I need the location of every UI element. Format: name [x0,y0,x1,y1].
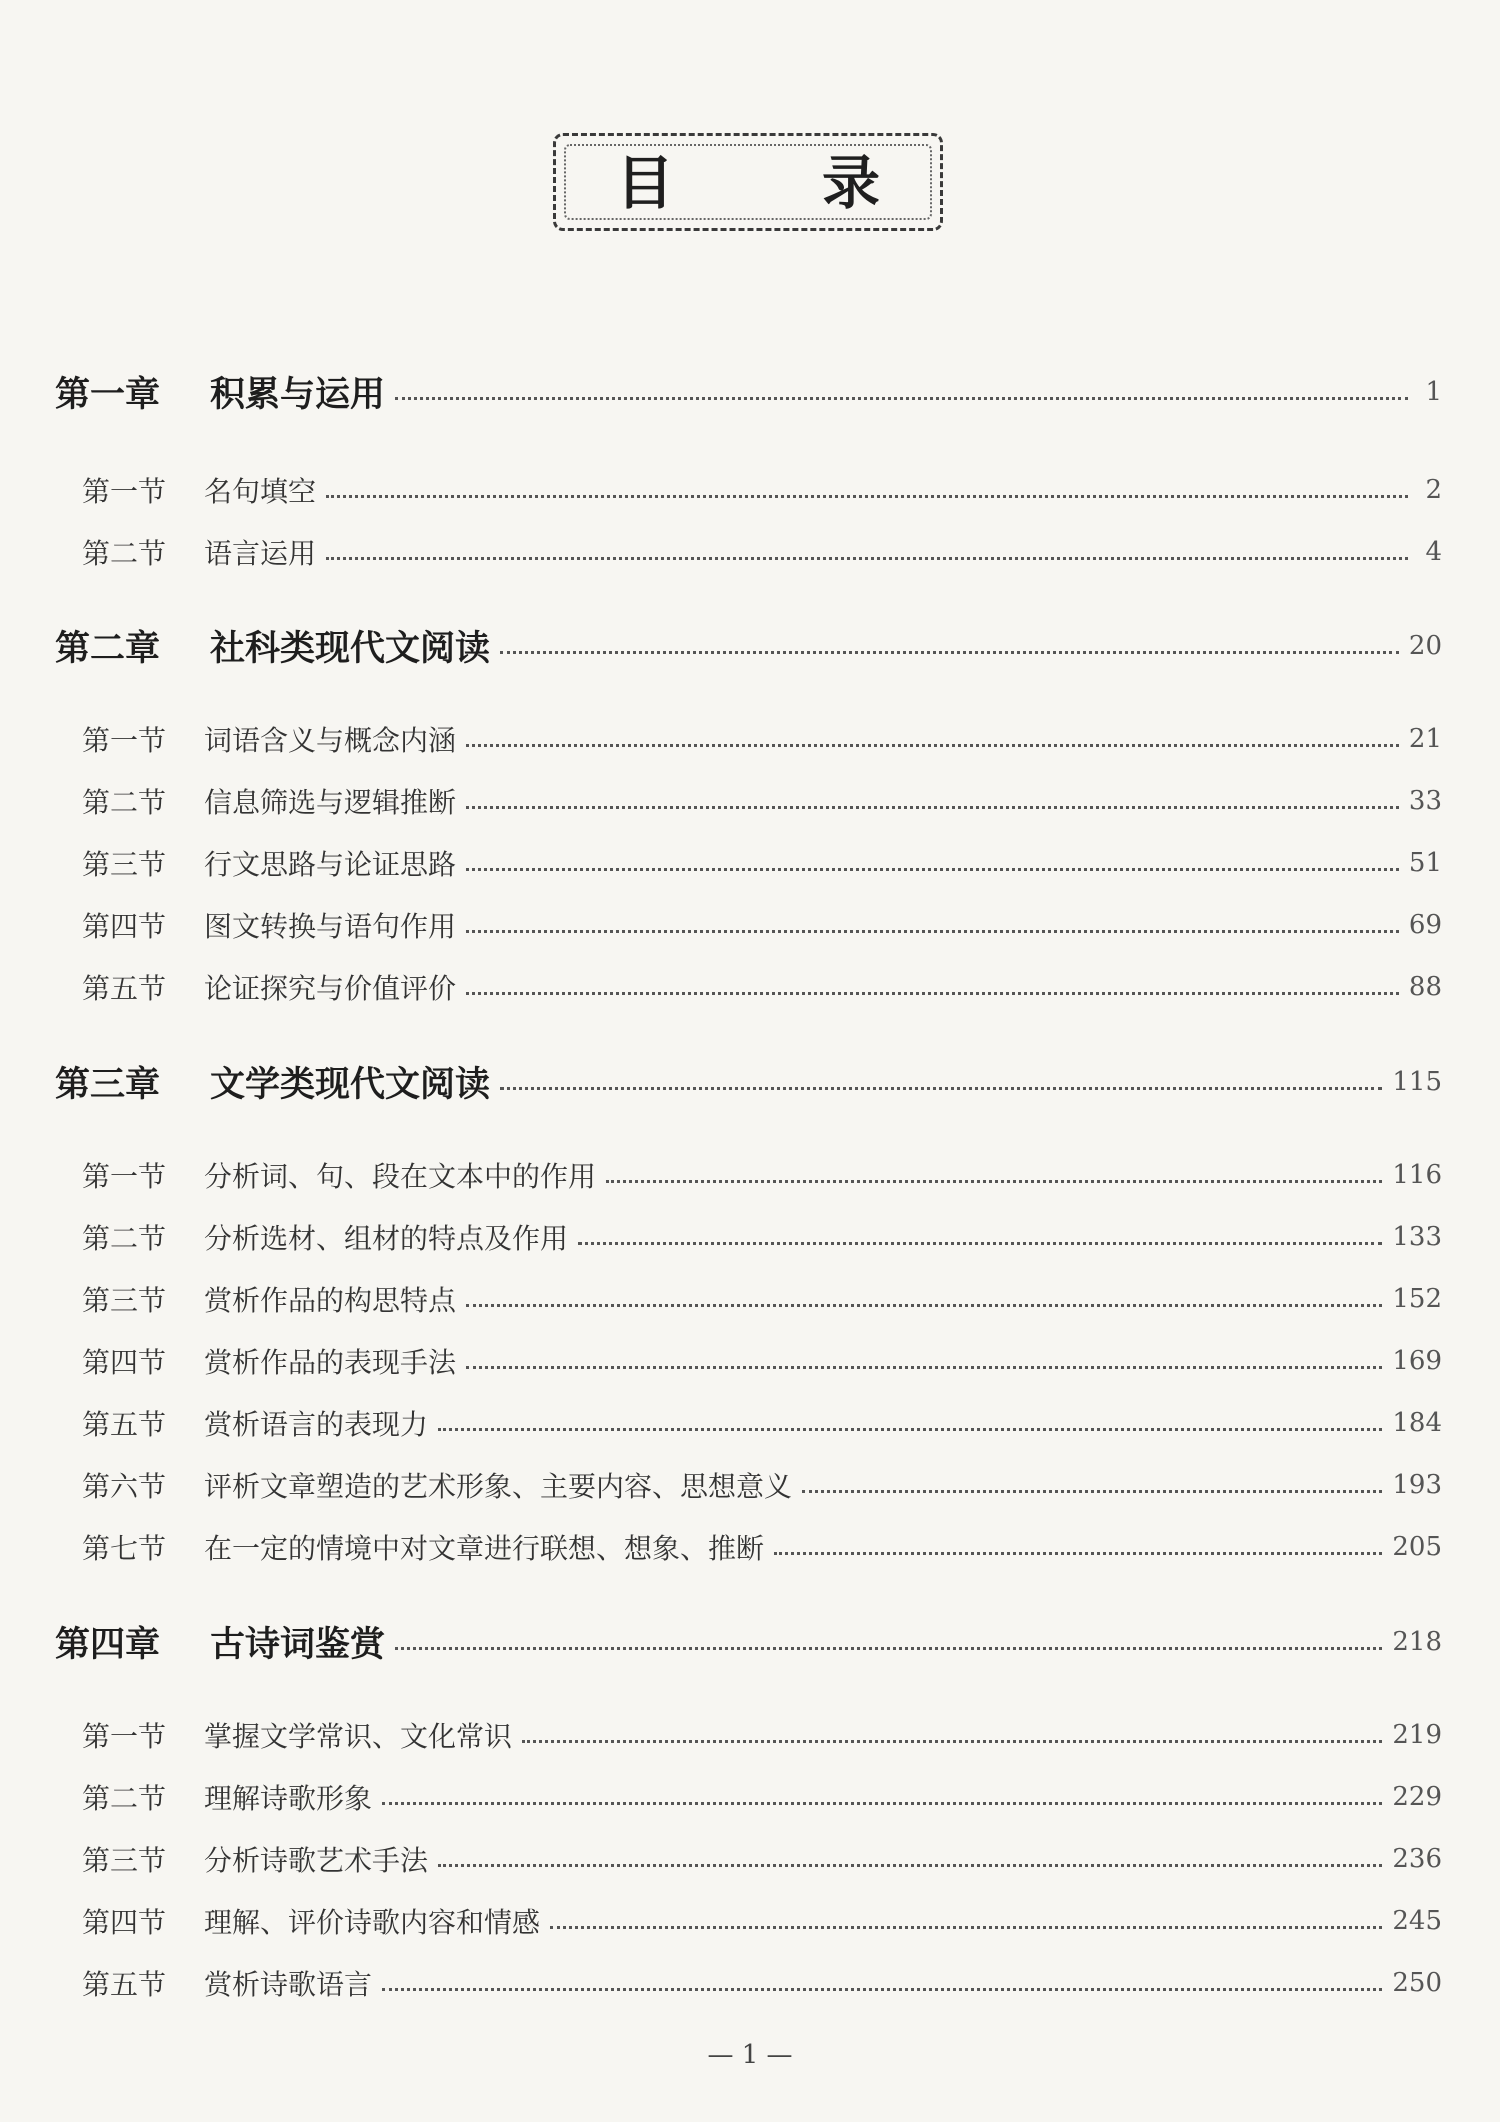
section-page: 205 [1392,1532,1442,1562]
section-number: 第三节 [82,1284,167,1317]
section-page: 193 [1392,1470,1442,1500]
section-page: 219 [1392,1720,1442,1750]
toc-section-3-6[interactable] [82,1461,1442,1509]
chapter-page: 20 [1408,631,1442,661]
section-page: 245 [1392,1906,1442,1936]
section-page: 69 [1408,910,1442,940]
section-number: 第一节 [82,1160,167,1193]
page-number-footer: — 1 — [707,2040,793,2070]
toc-section-4-4[interactable] [82,1897,1442,1945]
dot-leader [500,651,1399,654]
section-number: 第三节 [82,848,167,881]
section-number: 第一节 [82,475,167,508]
section-number: 第二节 [82,786,167,819]
section-number: 第七节 [82,1532,167,1565]
dot-leader [578,1242,1382,1245]
toc-title-char-1: 目 [616,149,675,217]
dot-leader [522,1740,1382,1743]
section-title: 分析词、句、段在文本中的作用 [204,1160,597,1193]
section-title: 语言运用 [204,537,317,570]
toc-section-3-2[interactable] [82,1213,1442,1261]
section-number: 第二节 [82,1222,167,1255]
section-page: 51 [1408,848,1442,878]
toc-chapter-1[interactable] [55,364,1442,420]
section-page: 229 [1392,1782,1442,1812]
chapter-number: 第四章 [55,1625,161,1665]
section-number: 第五节 [82,1408,167,1441]
section-number: 第六节 [82,1470,167,1503]
section-page: 33 [1408,786,1442,816]
dot-leader [438,1864,1382,1867]
section-page: 21 [1408,724,1442,754]
section-title: 论证探究与价值评价 [204,972,457,1005]
toc-title-frame [553,133,943,231]
section-title: 理解诗歌形象 [204,1782,373,1815]
section-page: 4 [1425,537,1442,567]
chapter-number: 第一章 [55,375,161,415]
section-page: 184 [1392,1408,1442,1438]
section-title: 评析文章塑造的艺术形象、主要内容、思想意义 [204,1470,793,1503]
toc-section-2-5[interactable] [82,963,1442,1011]
toc-chapter-4[interactable] [55,1614,1442,1670]
section-number: 第四节 [82,1906,167,1939]
toc-section-2-2[interactable] [82,777,1442,825]
chapter-title: 古诗词鉴赏 [210,1625,386,1665]
dot-leader [466,930,1399,933]
toc-section-4-5[interactable] [82,1959,1442,2007]
section-page: 169 [1392,1346,1442,1376]
dot-leader [466,1304,1382,1307]
toc-section-3-3[interactable] [82,1275,1442,1323]
toc-section-1-2[interactable] [82,528,1442,576]
dot-leader [500,1087,1382,1090]
dot-leader [466,1366,1382,1369]
section-title: 在一定的情境中对文章进行联想、想象、推断 [204,1532,765,1565]
dot-leader [395,397,1408,400]
toc-section-4-2[interactable] [82,1773,1442,1821]
toc-title-char-2: 录 [821,149,880,217]
section-page: 2 [1425,475,1442,505]
dot-leader [438,1428,1382,1431]
toc-section-2-3[interactable] [82,839,1442,887]
section-number: 第二节 [82,537,167,570]
section-title: 掌握文学常识、文化常识 [204,1720,513,1753]
toc-section-3-5[interactable] [82,1399,1442,1447]
section-title: 赏析语言的表现力 [204,1408,429,1441]
section-title: 图文转换与语句作用 [204,910,457,943]
dot-leader [466,992,1399,995]
toc-section-4-3[interactable] [82,1835,1442,1883]
chapter-page: 218 [1392,1627,1442,1657]
chapter-page: 115 [1392,1067,1442,1097]
section-number: 第一节 [82,724,167,757]
section-page: 133 [1392,1222,1442,1252]
chapter-title: 文学类现代文阅读 [210,1065,491,1105]
section-title: 理解、评价诗歌内容和情感 [204,1906,541,1939]
section-number: 第五节 [82,1968,167,2001]
dot-leader [606,1180,1382,1183]
section-title: 分析诗歌艺术手法 [204,1844,429,1877]
chapter-number: 第二章 [55,629,161,669]
section-number: 第四节 [82,1346,167,1379]
section-page: 152 [1392,1284,1442,1314]
dot-leader [802,1490,1382,1493]
section-number: 第五节 [82,972,167,1005]
toc-section-1-1[interactable] [82,466,1442,514]
toc-section-2-4[interactable] [82,901,1442,949]
dot-leader [395,1647,1382,1650]
section-number: 第四节 [82,910,167,943]
dot-leader [466,806,1399,809]
section-title: 行文思路与论证思路 [204,848,457,881]
chapter-title: 积累与运用 [210,375,386,415]
section-page: 116 [1392,1160,1442,1190]
section-title: 赏析诗歌语言 [204,1968,373,2001]
toc-chapter-2[interactable] [55,618,1442,674]
section-title: 词语含义与概念内涵 [204,724,457,757]
section-page: 250 [1392,1968,1442,1998]
section-title: 赏析作品的构思特点 [204,1284,457,1317]
dot-leader [382,1802,1382,1805]
toc-section-3-1[interactable] [82,1151,1442,1199]
dot-leader [466,744,1399,747]
dot-leader [326,557,1408,560]
section-number: 第二节 [82,1782,167,1815]
toc-section-4-1[interactable] [82,1711,1442,1759]
dot-leader [550,1926,1382,1929]
chapter-page: 1 [1425,377,1442,407]
toc-section-2-1[interactable] [82,715,1442,763]
dot-leader [382,1988,1382,1991]
chapter-number: 第三章 [55,1065,161,1105]
chapter-title: 社科类现代文阅读 [210,629,491,669]
section-page: 88 [1408,972,1442,1002]
toc-section-3-7[interactable] [82,1523,1442,1571]
section-title: 信息筛选与逻辑推断 [204,786,457,819]
section-title: 分析选材、组材的特点及作用 [204,1222,569,1255]
section-title: 赏析作品的表现手法 [204,1346,457,1379]
dot-leader [774,1552,1382,1555]
section-title: 名句填空 [204,475,317,508]
section-page: 236 [1392,1844,1442,1874]
dot-leader [326,495,1408,498]
section-number: 第三节 [82,1844,167,1877]
toc-section-3-4[interactable] [82,1337,1442,1385]
dot-leader [466,868,1399,871]
toc-chapter-3[interactable] [55,1054,1442,1110]
section-number: 第一节 [82,1720,167,1753]
